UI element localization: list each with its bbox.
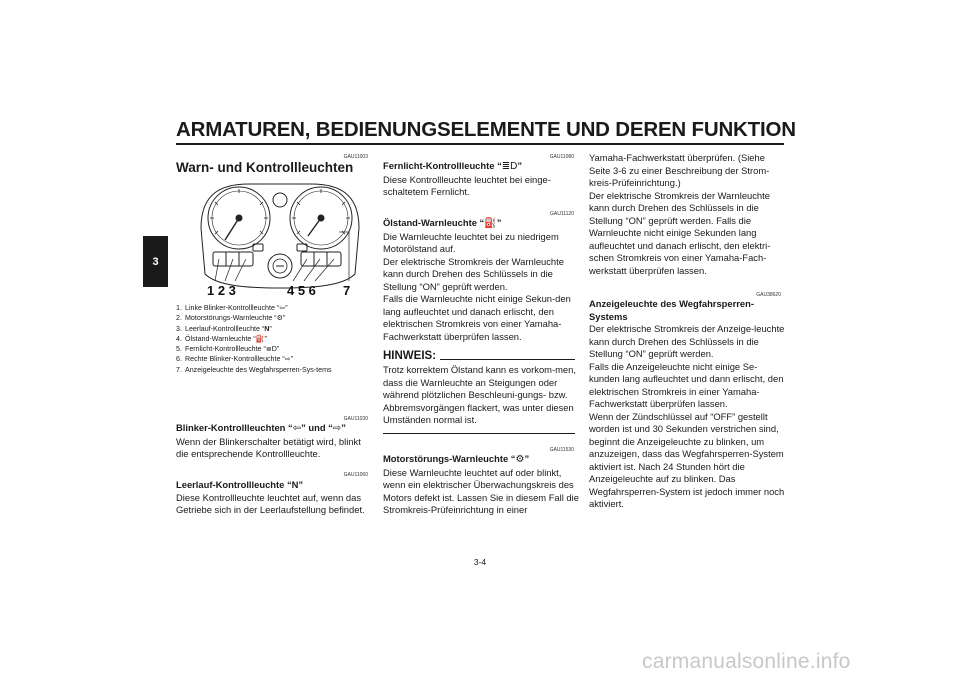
note-box bbox=[383, 364, 579, 427]
wegfahrsperre-body: Der elektrische Stromkreis der Anzeige-leuchte kann durch Drehen des Schlüssels in die Stellung “ON” geprüft werden. Falls die Anzeigeleuchte nicht einige Se-kunden lang aufleuchtet und dann erlischt, den elektrischen Stromkreis in einer Yamaha-Fachwerkstatt überprüfen lassen. Wenn der Zündschlüssel auf “OFF” gestellt worden ist und 30 Sekunden verstrichen sind, beginnt die Anzeigeleuchte zu blinken, um anzuzeigen, dass das Wegfahrsperren-System aktiviert ist. Nach 24 Stunden hört die Anzeigeleuchte auf zu blinken. Das Wegfahrsperren-System ist jedoch immer noch aktiviert. bbox=[589, 323, 785, 509]
blinker-body: Wenn der Blinkerschalter betätigt wird, blinkt die entsprechende Kontrollleuchte. bbox=[176, 435, 361, 459]
reference-code: GAU11120 bbox=[550, 211, 574, 217]
oelstand-section bbox=[383, 217, 579, 343]
legend-item: 6. Rechte Blinker-Kontrollleuchte “⇨” bbox=[176, 355, 294, 364]
reference-code: GAU11030 bbox=[343, 416, 368, 422]
note-end-rule bbox=[383, 433, 575, 434]
instrument-cluster-figure bbox=[193, 178, 367, 298]
motorstoerung-section bbox=[383, 453, 579, 517]
arrow-right-icon: ⇨ bbox=[284, 355, 291, 364]
engine-icon: ⚙ bbox=[276, 314, 283, 323]
oil-can-icon: ⛽ bbox=[255, 334, 265, 343]
fernlicht-body: Diese Kontrollleuchte leuchtet bei einge-schaltetem Fernlicht. bbox=[383, 173, 551, 197]
legend-item: 1. Linke Blinker-Kontrollleuchte “⇦” bbox=[176, 304, 288, 312]
reference-code: GAU11080 bbox=[549, 154, 574, 160]
section-heading: Warn- und Kontrollleuchten bbox=[176, 160, 354, 175]
blinker-section bbox=[176, 422, 372, 461]
arrow-left-icon: ⇦ bbox=[292, 423, 302, 434]
wegfahrsperre-heading: Anzeigeleuchte des Wegfahrsperren-Systems bbox=[589, 298, 754, 322]
engine-icon: ⚙ bbox=[515, 454, 525, 465]
legend-item: 4. Ölstand-Warnleuchte “⛽” bbox=[176, 334, 267, 343]
leerlauf-heading: Leerlauf-Kontrollleuchte “N” bbox=[176, 479, 304, 490]
neutral-icon: N bbox=[291, 479, 299, 490]
reference-code: GAU11060 bbox=[343, 472, 368, 478]
arrow-right-icon: ⇨ bbox=[332, 423, 342, 434]
legend-item: 3. Leerlauf-Kontrollleuchte “N” bbox=[176, 324, 272, 333]
blinker-heading: Blinker-Kontrollleuchten “⇦” und “⇨” bbox=[176, 422, 346, 434]
continuation-text: Yamaha-Fachwerkstatt überprüfen. (Siehe Seite 3-6 zu einer Beschreibung der Strom-kreis-Prüfeinrichtung.) Der elektrische Stromkreis der Warnleuchte kann durch Drehen des Schlüssels in die Stellung “ON” geprüft werden. Falls die Warnleuchte nicht einige Sekunden lang aufleuchtet und danach erlischt, den elektri-schen Stromkreis von einer Yamaha-Fach-werkstatt überprüfen lassen. bbox=[589, 152, 771, 276]
leerlauf-section bbox=[176, 479, 372, 517]
legend-item: 7. Anzeigeleuchte des Wegfahrsperren-Sys-tems bbox=[176, 365, 332, 374]
arrow-left-icon: ⇦ bbox=[279, 304, 286, 312]
figure-label-7: 7 bbox=[343, 283, 351, 298]
fernlicht-section bbox=[383, 160, 579, 199]
reference-code: GAU11530 bbox=[549, 447, 574, 453]
chapter-tab: 3 bbox=[143, 236, 168, 287]
oil-can-icon: ⛽ bbox=[484, 218, 497, 229]
neutral-icon: N bbox=[264, 324, 270, 333]
figure-label-1-2-3: 1 2 3 bbox=[207, 283, 236, 298]
watermark: carmanualsonline.info bbox=[642, 650, 851, 673]
fernlicht-heading: Fernlicht-Kontrollleuchte “≣D” bbox=[383, 160, 523, 172]
motorstoerung-body: Diese Warnleuchte leuchtet auf oder blinkt, wenn ein elektrischer Überwachungskreis des Motors defekt ist. Lassen Sie in diesem Fall die Stromkreis-Prüfeinrichtung in einer bbox=[383, 466, 579, 515]
high-beam-icon: ≣D bbox=[501, 161, 518, 172]
oelstand-body: Die Warnleuchte leuchtet bei zu niedrigem Motorölstand auf. Der elektrische Stromkreis der Warnleuchte kann durch Drehen des Schlüssels in die Stellung “ON” geprüft werden. Falls die Warnleuchte nicht einige Sekun-den lang aufleuchtet und danach erlischt, den elektrischen Stromkreis von einer Yamaha-Fachwerkstatt überprüfen lassen. bbox=[383, 230, 571, 342]
legend-item: 5. Fernlicht-Kontrollleuchte “≣D” bbox=[176, 345, 280, 354]
page-number: 3-4 bbox=[473, 557, 487, 567]
leerlauf-body: Diese Kontrollleuchte leuchtet auf, wenn das Getriebe sich in der Leerlaufstellung befindet. bbox=[176, 491, 365, 515]
legend-item: 2. Motorstörungs-Warnleuchte “⚙” bbox=[176, 314, 286, 323]
figure-legend bbox=[176, 303, 366, 375]
wegfahrsperre-section bbox=[589, 298, 785, 511]
motorstoerung-heading: Motorstörungs-Warnleuchte “⚙” bbox=[383, 453, 530, 465]
high-beam-icon: ≣D bbox=[265, 345, 277, 354]
reference-code: GAU11003 bbox=[343, 154, 368, 160]
page-title: ARMATUREN, BEDIENUNGSELEMENTE UND DEREN FUNKTION bbox=[176, 118, 796, 141]
note-heading: HINWEIS: bbox=[383, 350, 575, 362]
figure-label-4-5-6: 4 5 6 bbox=[287, 283, 316, 298]
reference-code: GAU38620 bbox=[756, 292, 781, 298]
oelstand-heading: Ölstand-Warnleuchte “⛽” bbox=[383, 217, 502, 229]
note-body: Trotz korrektem Ölstand kann es vorkom-men, dass die Warnleuchte an Steigungen oder während plötzlichen Beschleuni-gungs- bzw. Abbremsvorgängen flackert, was unter diesen Umständen normal ist. bbox=[383, 364, 576, 425]
header-rule bbox=[176, 143, 784, 145]
